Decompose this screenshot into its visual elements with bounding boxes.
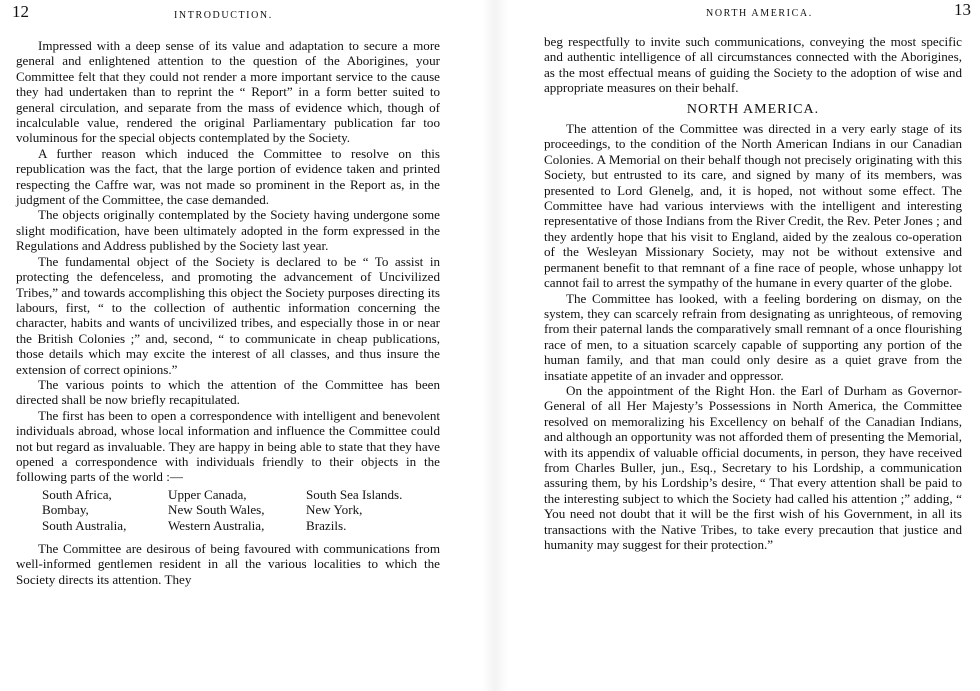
running-head: INTRODUCTION. [174,10,273,21]
place-name: Bombay, [42,502,89,518]
paragraph: beg respectfully to invite such communications, conveying the most specific and authentic intelligence of all circumstances connected with the Aborigines, as the most effectual means of guiding the Society to the adoption of wise and appropriate measures on their behalf. [544,34,962,96]
place-name: New York, [306,502,363,518]
page-number: 12 [12,2,29,21]
paragraph: The objects originally contemplated by the Society having undergone some slight modification, have been ultimately adopted in the form expressed in the Regulations and Address published by the Society last year. [16,207,440,254]
places-list [42,487,440,533]
place-name: South Sea Islands. [306,486,403,502]
place-name: South Australia, [42,517,127,533]
place-name: South Africa, [42,486,112,502]
paragraph: Impressed with a deep sense of its value and adaptation to secure a more general and enlightened attention to the question of the Aborigines, your Committee felt that they could not render a more important service to the cause they had undertaken than to reprint the “ Report” in a form better suited to general circulation, and separate from the mass of evidence which, though of incalculable value, rendered the original Parliamentary publication far too voluminous for the special objects contemplated by the Society. [16,38,440,146]
running-head: NORTH AMERICA. [706,8,813,19]
paragraph: The first has been to open a correspondence with intelligent and benevolent individuals abroad, whose local information and influence the Committee could not but regard as invaluable. They are happy in being able to state that they have opened a correspondence with individuals friendly to their objects in the following parts of the world :— [16,407,440,485]
right-page [530,0,980,691]
paragraph: The fundamental object of the Society is declared to be “ To assist in protecting the defenceless, and promoting the advancement of Uncivilized Tribes,” and towards accomplishing this object the Society purposes directing its labours, first, “ to the collection of authentic information concerning the character, habits and wants of uncivilized tribes, and especially those in or near the British Colonies ;” and, second, “ to communicate in cheap publications, those details which may excite the interest of all classes, and thus insure the extension of correct opinions.” [16,253,440,377]
left-page [0,0,460,691]
place-name: New South Wales, [168,502,265,518]
page-number: 13 [954,0,971,19]
left-page-header [12,0,460,34]
paragraph: A further reason which induced the Committee to resolve on this republication was the fact, that the large portion of evidence taken and printed respecting the Caffre war, was not made so prominent in the Report as, in the judgment of the Committee, the case demanded. [16,145,440,208]
place-name: Brazils. [306,517,347,533]
paragraph: The attention of the Committee was directed in a very early stage of its proceedings, to the condition of the North American Indians in our Canadian Colonies. A Memorial on their behalf though not precisely originating with this Society, but entrusted to its care, and signed by many of its members, was presented to Lord Glenelg, and, it is hoped, not without some effect. The Committee have had various interviews with the intelligent and interesting representative of those Indians from the River Credit, the Rev. Peter Jones ; and they ardently hope that his visit to England, aided by the zealous co-operation of the Wesleyan Missionary Society, may not be without extensive and permanent benefit to that remnant of a fine race of people, whose unhappy lot cannot fail to arrest the sympathy of the humane in every quarter of the globe. [544,121,962,291]
paragraph: On the appointment of the Right Hon. the Earl of Durham as Governor-General of all Her Majesty’s Possessions in North America, the Committee resolved on memoralizing his Excellency on behalf of the Canadian Indians, and although an opportunity was not afforded them of presenting the Memorial, with its appendix of valuable official documents, in person, they have received from Charles Buller, jun., Esq., Secretary to his Lordship, a communication assuring them, by his Lordship’s desire, “ That every attention shall be paid to the interesting subject to which the Society had called his attention ;” adding, “ You need not doubt that it will be the first wish of his Government, in all its transactions with the Native Tribes, to take every precaution that justice and humanity may suggest for their protection.” [544,382,962,552]
book-gutter [482,0,508,691]
paragraph: The various points to which the attention of the Committee has been directed shall be now briefly recapitulated. [16,376,440,408]
section-title: NORTH AMERICA. [686,101,820,117]
paragraph: The Committee has looked, with a feeling bordering on dismay, on the system, they can scarcely refrain from designating as unrighteous, of removing from their paternal lands the comparatively small remnant of a once flourishing race of men, to a situation scarcely capable of supporting any portion of the human family, and that man could only desire as a quiet grave from the insatiate appetite of an invader and oppressor. [544,290,962,383]
right-page-body [544,34,962,552]
right-page-header [544,0,980,34]
place-name: Western Australia, [168,517,265,533]
left-page-body [16,38,440,587]
paragraph: The Committee are desirous of being favoured with communications from well-informed gentlemen resident in all the various localities to which the Society directs its attention. They [16,541,440,587]
place-name: Upper Canada, [168,486,247,502]
